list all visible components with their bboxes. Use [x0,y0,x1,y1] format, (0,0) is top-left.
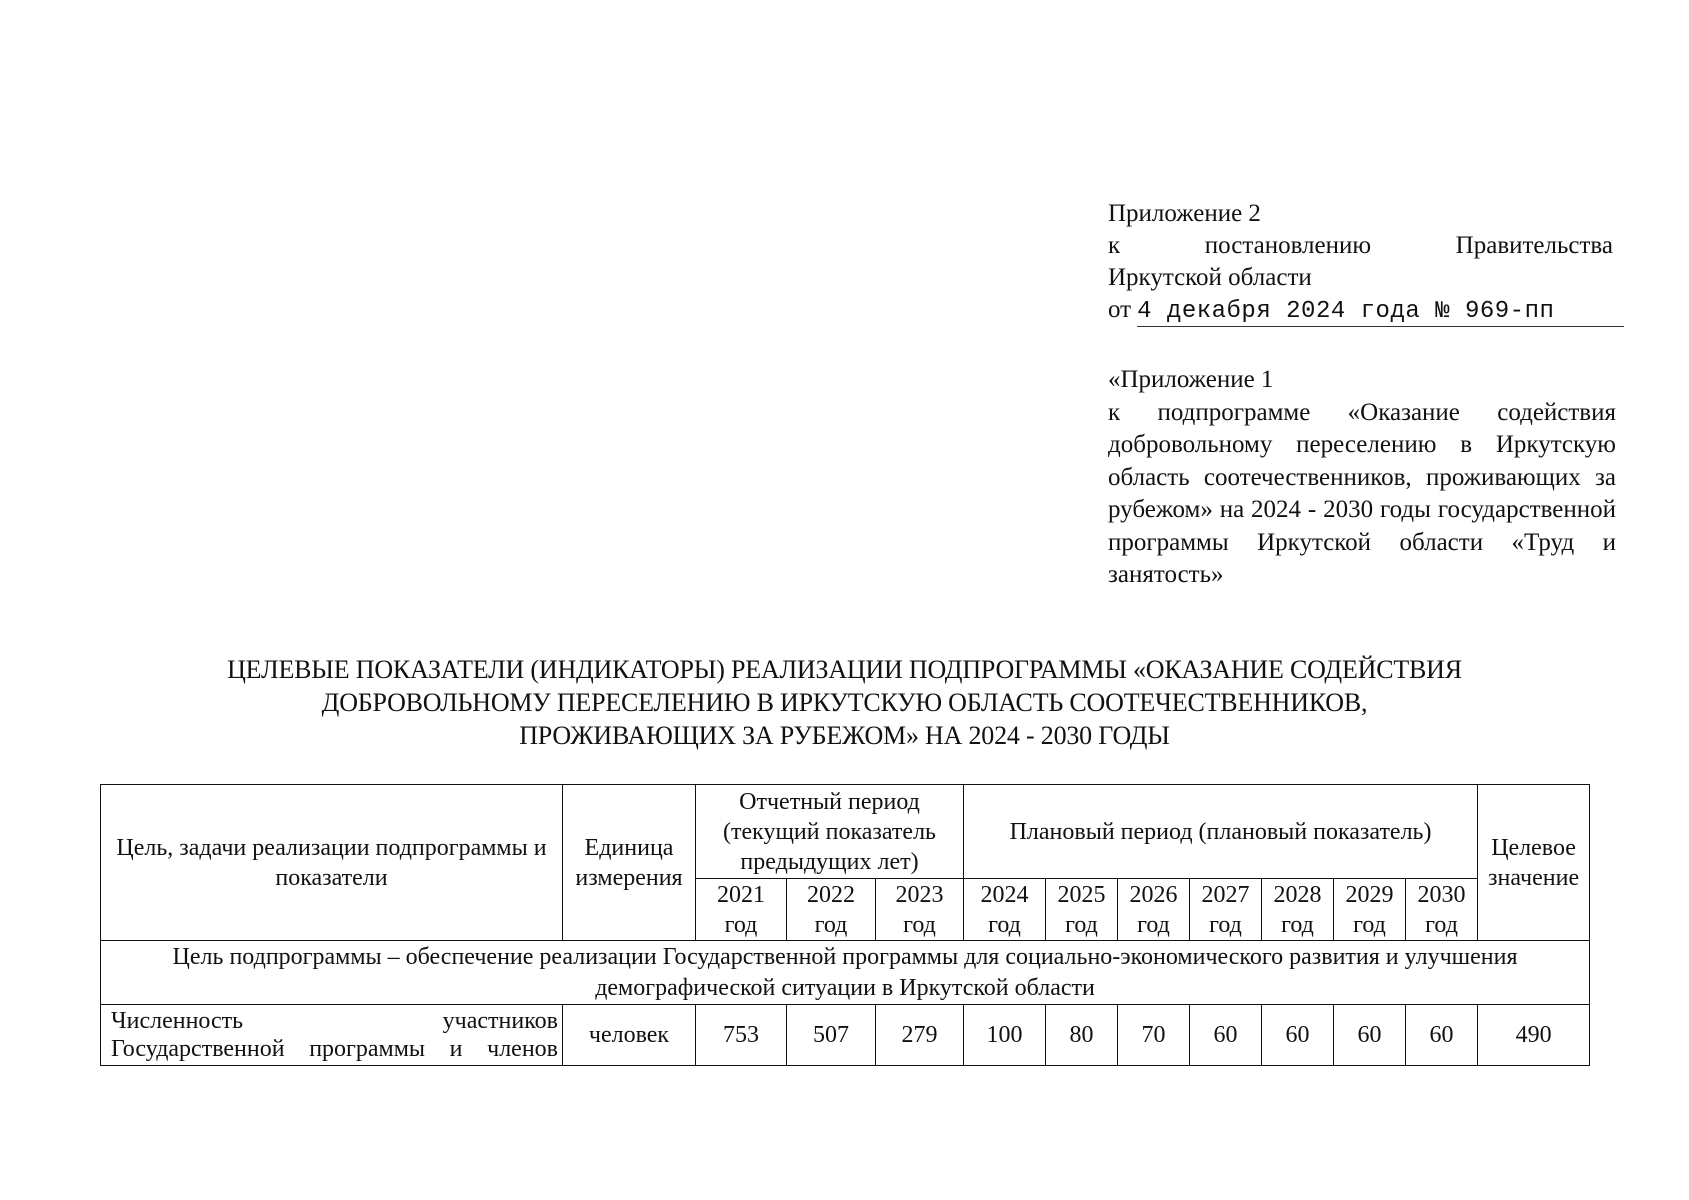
year-suffix: год [814,912,848,938]
word-k: к [1108,232,1121,259]
header-planned-period: Плановый период (плановый показатель) [964,785,1478,879]
indicator-name [101,1005,563,1066]
year-suffix: год [724,912,758,938]
indicators-table [100,784,1590,1066]
appendix-1-label: «Приложение 1 [1108,366,1274,393]
header-unit: Единица измерения [563,785,696,941]
value-2022: 507 [787,1005,876,1066]
value-2025: 80 [1046,1005,1118,1066]
year-number: 2021 [717,882,765,908]
header-year-2026 [1118,879,1190,941]
year-number: 2024 [980,882,1029,908]
year-suffix: год [1281,912,1314,938]
appendix-2-decree-line [1108,294,1613,327]
indicator-name-line-2: Государственной программы и членов [111,1036,558,1062]
decree-prefix: от [1108,296,1132,323]
year-number: 2028 [1273,882,1322,908]
indicator-name-line-1: Численность участников [111,1008,558,1034]
year-number: 2026 [1129,882,1178,908]
year-suffix: год [1425,912,1458,938]
year-suffix: год [1353,912,1386,938]
appendix-1-header [1108,364,1616,592]
year-suffix: год [1209,912,1242,938]
value-2030: 60 [1406,1005,1478,1066]
header-row-1 [101,785,1590,879]
word-pravitelstva: Правительства [1455,232,1613,259]
appendix-2-decree-type [1108,230,1613,262]
year-suffix: год [1137,912,1170,938]
header-year-2030 [1406,879,1478,941]
indicator-unit: человек [563,1005,696,1066]
year-number: 2025 [1057,882,1106,908]
value-2024: 100 [964,1005,1046,1066]
header-year-2022 [787,879,876,941]
title-line-3: ПРОЖИВАЮЩИХ ЗА РУБЕЖОМ» НА 2024 - 2030 ГОДЫ [519,721,1170,750]
word-postanovleniyu: постановлению [1204,232,1372,259]
header-reporting-period: Отчетный период (текущий показатель предыдущих лет) [696,785,964,879]
year-suffix: год [903,912,936,938]
year-number: 2023 [895,882,944,908]
title-line-2: ДОБРОВОЛЬНОМУ ПЕРЕСЕЛЕНИЮ В ИРКУТСКУЮ ОБЛАСТЬ СООТЕЧЕСТВЕННИКОВ, [321,688,1368,717]
year-number: 2030 [1417,882,1466,908]
header-year-2023 [876,879,964,941]
value-2021: 753 [696,1005,787,1066]
year-number: 2022 [807,882,855,908]
year-number: 2027 [1201,882,1250,908]
appendix-2-label: Приложение 2 [1108,200,1261,227]
header-year-2025 [1046,879,1118,941]
header-year-2028 [1262,879,1334,941]
year-suffix: год [1065,912,1098,938]
header-target-value: Целевое значение [1478,785,1590,941]
indicator-row [101,1005,1590,1066]
header-year-2027 [1190,879,1262,941]
value-target: 490 [1478,1005,1590,1066]
year-suffix: год [988,912,1021,938]
year-number: 2029 [1345,882,1394,908]
appendix-1-body: к подпрограмме «Оказание содействия добровольному переселению в Иркутскую область соотечественников, проживающих за рубежом» на 2024 - 2030 годы государственной программы Иркутской области «Труд и занятость» [1108,398,1616,588]
header-goal-tasks: Цель, задачи реализации подпрограммы и показатели [101,785,563,941]
value-2026: 70 [1118,1005,1190,1066]
header-year-2024 [964,879,1046,941]
value-2023: 279 [876,1005,964,1066]
goal-cell: Цель подпрограммы – обеспечение реализации Государственной программы для социально-экономического развития и улучшения демографической ситуации в Иркутской области [101,941,1590,1005]
header-year-2029 [1334,879,1406,941]
goal-row [101,941,1590,1005]
title-line-1: ЦЕЛЕВЫЕ ПОКАЗАТЕЛИ (ИНДИКАТОРЫ) РЕАЛИЗАЦИИ ПОДПРОГРАММЫ «ОКАЗАНИЕ СОДЕЙСТВИЯ [227,655,1462,684]
value-2028: 60 [1262,1005,1334,1066]
appendix-2-header [1108,198,1613,327]
document-title [90,653,1599,752]
value-2027: 60 [1190,1005,1262,1066]
appendix-2-region: Иркутской области [1108,264,1312,291]
value-2029: 60 [1334,1005,1406,1066]
decree-date-number: 4 декабря 2024 года № 969-пп [1137,298,1624,327]
header-year-2021 [696,879,787,941]
